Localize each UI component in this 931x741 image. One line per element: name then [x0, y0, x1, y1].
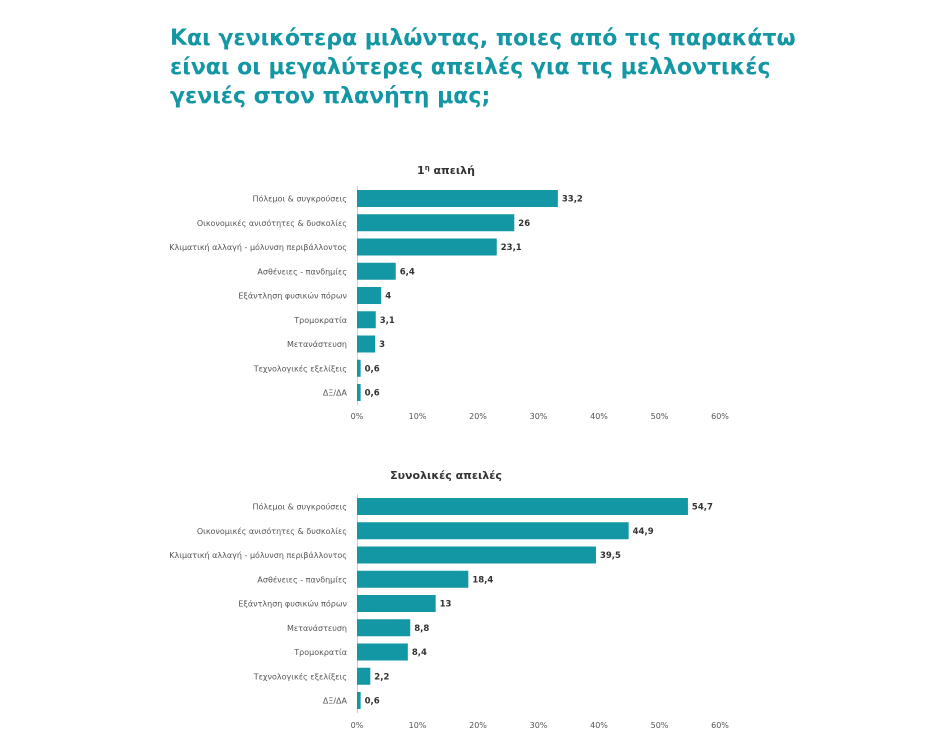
bar	[357, 336, 375, 353]
page-title-line: γενιές στον πλανήτη μας;	[170, 84, 491, 109]
category-label: ΔΞ/ΔΑ	[322, 696, 347, 706]
x-tick-label: 30%	[529, 721, 548, 730]
category-label: Εξάντληση φυσικών πόρων	[238, 599, 347, 609]
category-label: Ασθένειες - πανδημίες	[257, 267, 347, 277]
value-label: 13	[439, 599, 452, 610]
bar	[357, 547, 596, 564]
category-label: Κλιματική αλλαγή - μόλυνση περιβάλλοντος	[169, 243, 347, 252]
bar	[357, 384, 361, 401]
bar	[357, 498, 688, 515]
category-label: Τρομοκρατία	[294, 648, 347, 657]
category-label: Μετανάστευση	[286, 623, 347, 633]
category-label: Οικονομικές ανισότητες & δυσκολίες	[196, 218, 347, 228]
bar	[357, 619, 410, 636]
category-label: Τεχνολογικές εξελίξεις	[253, 672, 347, 682]
value-label: 2,2	[374, 672, 390, 683]
x-tick-label: 40%	[590, 721, 608, 730]
page-title	[170, 24, 810, 111]
bar	[357, 692, 361, 709]
x-tick-label: 10%	[408, 721, 427, 730]
x-tick-label: 10%	[408, 412, 427, 421]
bar	[357, 522, 629, 539]
x-tick-label: 0%	[350, 721, 364, 730]
value-label: 18,4	[472, 575, 494, 586]
value-label: 54,7	[691, 502, 713, 513]
value-label: 8,8	[414, 623, 430, 634]
category-label: Εξάντληση φυσικών πόρων	[238, 291, 347, 301]
x-tick-label: 50%	[650, 412, 669, 421]
category-label: Κλιματική αλλαγή - μόλυνση περιβάλλοντος	[169, 551, 347, 560]
bar	[357, 311, 376, 328]
category-label: Τρομοκρατία	[294, 315, 347, 325]
category-label: Πόλεμοι & συγκρούσεις	[252, 502, 347, 512]
bar	[357, 190, 558, 207]
value-label: 33,2	[561, 194, 583, 205]
value-label: 39,5	[599, 551, 621, 561]
x-tick-label: 50%	[650, 721, 669, 730]
bar	[357, 595, 436, 612]
bar	[357, 287, 381, 304]
category-label: Μετανάστευση	[286, 340, 347, 349]
bar	[357, 263, 396, 280]
page-title-line: είναι οι μεγαλύτερες απειλές για τις μελλοντικές	[170, 55, 771, 80]
bar	[357, 239, 497, 256]
x-tick-label: 20%	[469, 412, 487, 421]
category-label: ΔΞ/ΔΑ	[322, 388, 347, 398]
bar	[357, 214, 514, 231]
bar	[357, 668, 370, 685]
value-label: 23,1	[500, 243, 522, 253]
bar	[357, 644, 408, 661]
x-tick-label: 60%	[711, 412, 729, 421]
value-label: 8,4	[411, 648, 427, 658]
bar	[357, 571, 468, 588]
value-label: 26	[518, 218, 531, 229]
value-label: 4	[385, 291, 392, 302]
first-threat-chart	[0, 155, 931, 430]
x-tick-label: 40%	[590, 412, 608, 421]
category-label: Ασθένειες - πανδημίες	[257, 575, 347, 585]
x-tick-label: 0%	[350, 412, 364, 421]
chart-title: $1^\eta$ απειλή	[417, 164, 475, 177]
category-label: Οικονομικές ανισότητες & δυσκολίες	[196, 526, 347, 536]
x-tick-label: 60%	[711, 721, 729, 730]
value-label: 44,9	[632, 526, 654, 537]
value-label: 3	[379, 340, 386, 350]
category-label: Τεχνολογικές εξελίξεις	[253, 364, 347, 374]
value-label: 0,6	[364, 388, 380, 399]
total-threats-chart	[0, 460, 931, 741]
category-label: Πόλεμοι & συγκρούσεις	[252, 194, 347, 204]
chart-title: Συνολικές απειλές	[390, 469, 502, 482]
x-tick-label: 20%	[469, 721, 487, 730]
value-label: 6,4	[399, 267, 415, 278]
x-tick-label: 30%	[529, 412, 548, 421]
value-label: 0,6	[364, 364, 380, 375]
value-label: 3,1	[379, 315, 395, 326]
bar	[357, 360, 361, 377]
value-label: 0,6	[364, 696, 380, 707]
page-title-line: Και γενικότερα μιλώντας, ποιες από τις παρακάτω	[170, 26, 796, 51]
